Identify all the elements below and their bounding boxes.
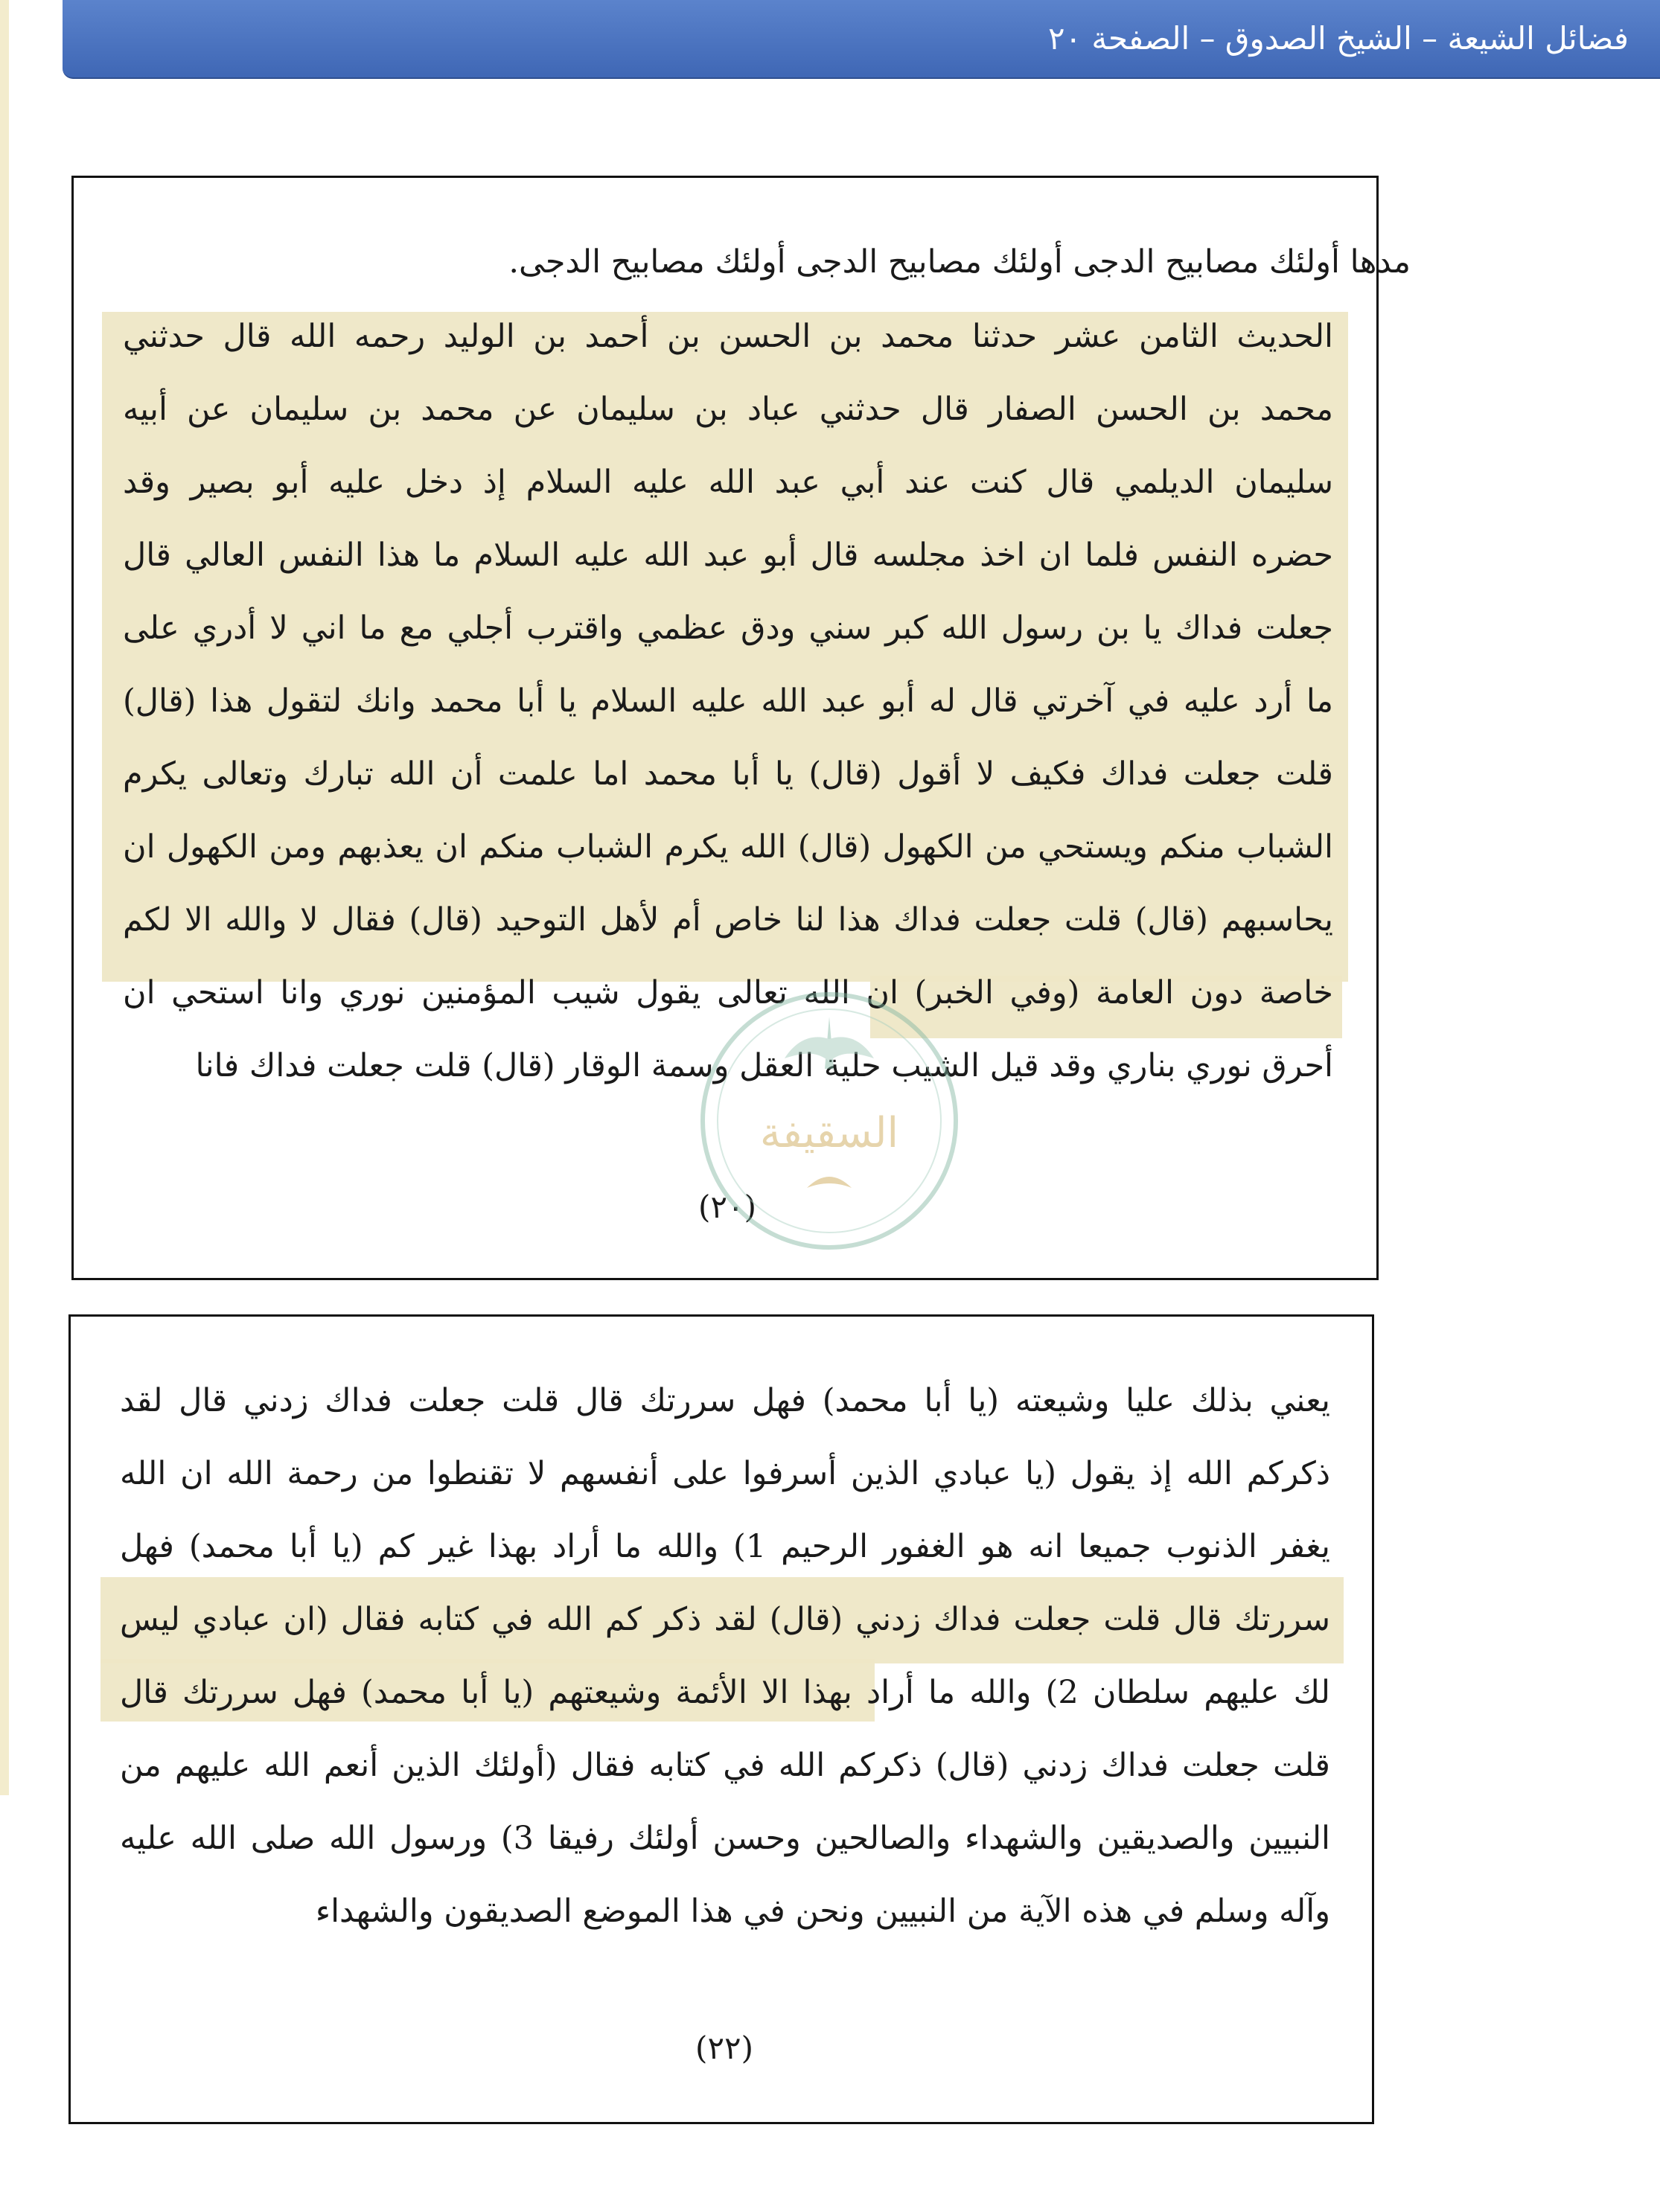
page-title: فضائل الشيعة – الشيخ الصدوق – الصفحة ٢٠ xyxy=(1047,20,1629,57)
text-line: ما أرد عليه في آخرتي قال له أبو عبد الله عليه السلام يا أبا محمد وانك لتقول هذا (قال) xyxy=(123,683,1333,720)
text-line: محمد بن الحسن الصفار قال حدثني عباد بن سليمان عن محمد بن سليمان عن أبيه xyxy=(123,391,1333,428)
text-line: خاصة دون العامة (وفي الخبر) ان الله تعالى يقول شيب المؤمنين نوري وانا استحي ان xyxy=(123,974,1333,1011)
text-line: يحاسبهم (قال) قلت جعلت فداك هذا لنا خاص أم لأهل التوحيد (قال) فقال لا والله الا لكم xyxy=(123,901,1333,939)
page-number: (٢٠) xyxy=(698,1189,756,1225)
text-line: قلت جعلت فداك زدني (قال) ذكركم الله في كتابه فقال (أولئك الذين أنعم الله عليهم من xyxy=(120,1747,1330,1784)
text-line: لك عليهم سلطان 2) والله ما أراد بهذا الا الأئمة وشيعتهم (يا أبا محمد) فهل سررتك قال xyxy=(120,1674,1330,1711)
header-bar xyxy=(63,0,1660,79)
page-gap xyxy=(30,1282,1385,1314)
text-line: مدها أولئك مصابيح الدجى أولئك مصابيح الدجى أولئك مصابيح الدجى. xyxy=(508,243,1411,281)
scanned-page-22 xyxy=(68,1314,1374,2124)
svg-text:السقيفة: السقيفة xyxy=(759,1109,899,1157)
left-margin-strip xyxy=(0,0,9,1795)
text-line: يغفر الذنوب جميعا انه هو الغفور الرحيم 1) والله ما أراد بهذا غير كم (يا أبا محمد) فهل xyxy=(120,1528,1330,1565)
text-line: جعلت فداك يا بن رسول الله كبر سني ودق عظمي واقترب أجلي مع ما اني لا أدري على xyxy=(123,610,1333,647)
text-line: يعني بذلك عليا وشيعته (يا أبا محمد) فهل سررتك قال قلت جعلت فداك زدني قال لقد xyxy=(120,1382,1330,1419)
text-line: الشباب منكم ويستحي من الكهول (قال) الله يكرم الشباب منكم ان يعذبهم ومن الكهول ان xyxy=(123,828,1333,866)
text-line: النبيين والصديقين والشهداء والصالحين وحسن أولئك رفيقا 3) ورسول الله صلى الله عليه xyxy=(120,1820,1330,1857)
text-line: حضره النفس فلما ان اخذ مجلسه قال أبو عبد الله عليه السلام ما هذا النفس العالي قال xyxy=(123,537,1333,574)
page-number: (٢٢) xyxy=(695,2030,753,2066)
text-line: سليمان الديلمي قال كنت عند أبي عبد الله عليه السلام إذ دخل عليه أبو بصير وقد xyxy=(123,464,1333,501)
text-line: الحديث الثامن عشر حدثنا محمد بن الحسن بن أحمد بن الوليد رحمه الله قال حدثني xyxy=(123,318,1333,355)
text-line: أحرق نوري بناري وقد قيل الشيب حلية العقل وسمة الوقار (قال) قلت جعلت فداك فانا xyxy=(195,1047,1333,1084)
watermark-emblem xyxy=(695,987,963,1255)
text-line: قلت جعلت فداك فكيف لا أقول (قال) يا أبا محمد اما علمت أن الله تبارك وتعالى يكرم xyxy=(123,755,1333,793)
watermark-logo xyxy=(695,987,963,1255)
text-line: ذكركم الله إذ يقول (يا عبادي الذين أسرفوا على أنفسهم لا تقنطوا من رحمة الله ان الله xyxy=(120,1455,1330,1492)
text-line: وآله وسلم في هذه الآية من النبيين ونحن في هذا الموضع الصديقون والشهداء xyxy=(315,1893,1330,1930)
text-line: سررتك قال قلت جعلت فداك زدني (قال) لقد ذكر كم الله في كتابه فقال (ان عبادي ليس xyxy=(120,1601,1330,1638)
